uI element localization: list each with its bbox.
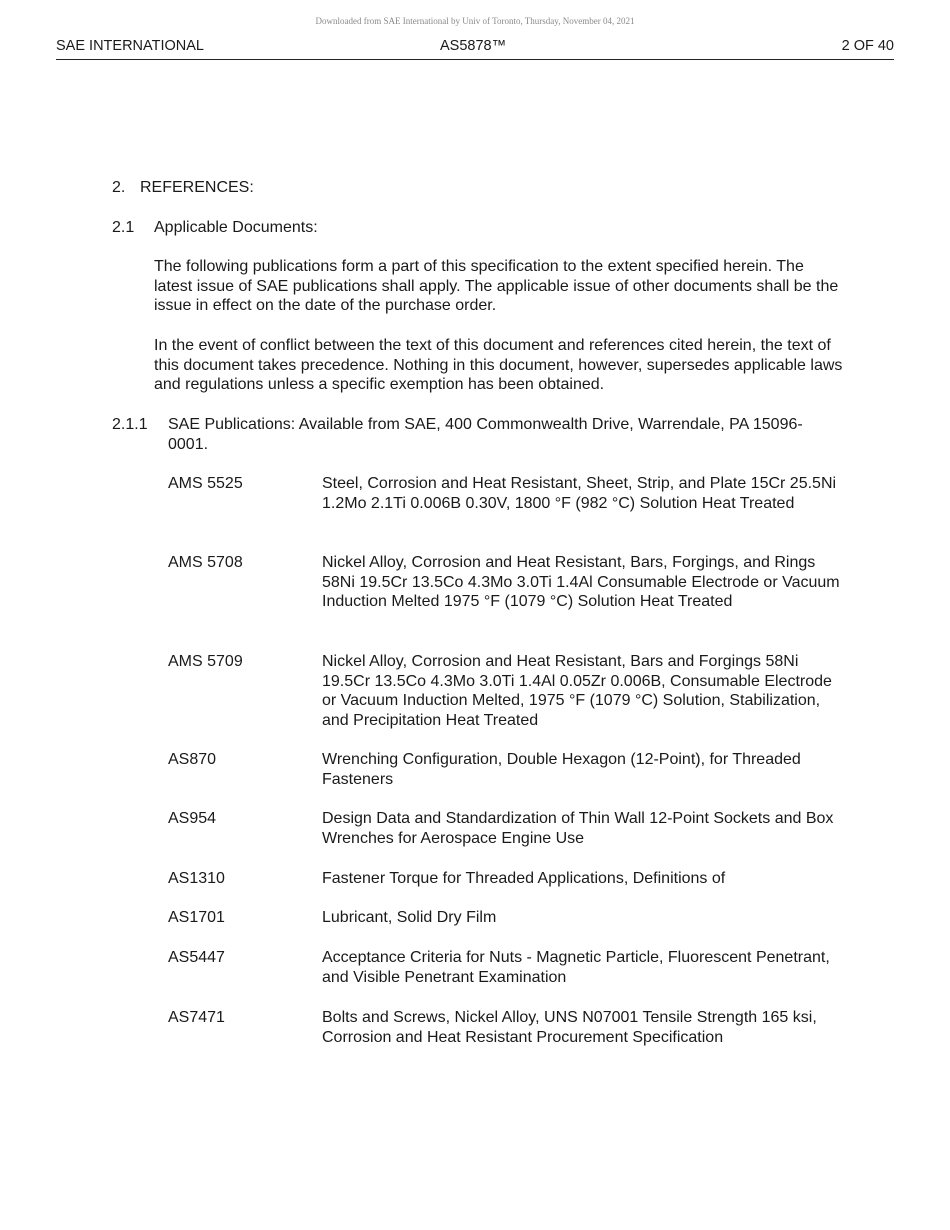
reference-code: AS954 — [168, 810, 217, 827]
reference-code: AS7471 — [168, 1009, 225, 1026]
reference-code: AMS 5708 — [168, 554, 243, 571]
subsection-number: 2.1 — [112, 219, 135, 236]
reference-code: AS1701 — [168, 909, 225, 926]
header-page-number: 2 OF 40 — [841, 38, 894, 54]
applicable-documents-paragraph-2: In the event of conflict between the text of this document and references cited herein, the text of this document takes precedence. Nothing in this document, however, supersedes applicable laws and regulations unless a specific exemption has been obtained. — [154, 337, 843, 393]
header-document-number: AS5878™ — [440, 38, 507, 54]
page-header — [56, 38, 894, 60]
reference-code: AMS 5709 — [168, 653, 243, 670]
download-watermark: Downloaded from SAE International by Univ of Toronto, Thursday, November 04, 2021 — [315, 16, 635, 26]
reference-description: Design Data and Standardization of Thin Wall 12-Point Sockets and Box Wrenches for Aerospace Engine Use — [322, 810, 834, 847]
reference-description: Steel, Corrosion and Heat Resistant, Sheet, Strip, and Plate 15Cr 25.5Ni 1.2Mo 2.1Ti 0.006B 0.30V, 1800 °F (982 °C) Solution Heat Treated — [322, 475, 837, 512]
reference-description: Bolts and Screws, Nickel Alloy, UNS N07001 Tensile Strength 165 ksi, Corrosion and Heat Resistant Procurement Specification — [322, 1009, 817, 1046]
section-number: 2. — [112, 179, 126, 196]
reference-description: Lubricant, Solid Dry Film — [322, 909, 497, 926]
reference-description: Acceptance Criteria for Nuts - Magnetic Particle, Fluorescent Penetrant, and Visible Penetrant Examination — [322, 949, 830, 986]
reference-code: AS1310 — [168, 870, 225, 887]
reference-code: AMS 5525 — [168, 475, 243, 492]
reference-code: AS5447 — [168, 949, 225, 966]
reference-description: Fastener Torque for Threaded Applications, Definitions of — [322, 870, 726, 887]
section-title: REFERENCES: — [140, 179, 254, 196]
reference-description: Nickel Alloy, Corrosion and Heat Resistant, Bars, Forgings, and Rings 58Ni 19.5Cr 13.5Co 4.3Mo 3.0Ti 1.4Al Consumable Electrode or Vacuum Induction Melted 1975 °F (1079 °C) Solution Heat Treated — [322, 554, 840, 610]
reference-description: Nickel Alloy, Corrosion and Heat Resistant, Bars and Forgings 58Ni 19.5Cr 13.5Co 4.3Mo 3.0Ti 1.4Al 0.05Zr 0.006B, Consumable Electrode or Vacuum Induction Melted, 1975 °F (1079 °C) Solution, Stabilization, and Precipitation Heat Treated — [322, 653, 832, 729]
sae-publications-text: SAE Publications: Available from SAE, 400 Commonwealth Drive, Warrendale, PA 15096-0001. — [168, 416, 803, 453]
reference-code: AS870 — [168, 751, 217, 768]
applicable-documents-paragraph-1: The following publications form a part of this specification to the extent specified herein. The latest issue of SAE publications shall apply. The applicable issue of other documents shall be the issue in effect on the date of the purchase order. — [154, 258, 839, 314]
reference-description: Wrenching Configuration, Double Hexagon (12-Point), for Threaded Fasteners — [322, 751, 801, 788]
subsubsection-number: 2.1.1 — [112, 416, 148, 433]
header-organization: SAE INTERNATIONAL — [56, 38, 204, 54]
subsection-title: Applicable Documents: — [154, 219, 318, 236]
